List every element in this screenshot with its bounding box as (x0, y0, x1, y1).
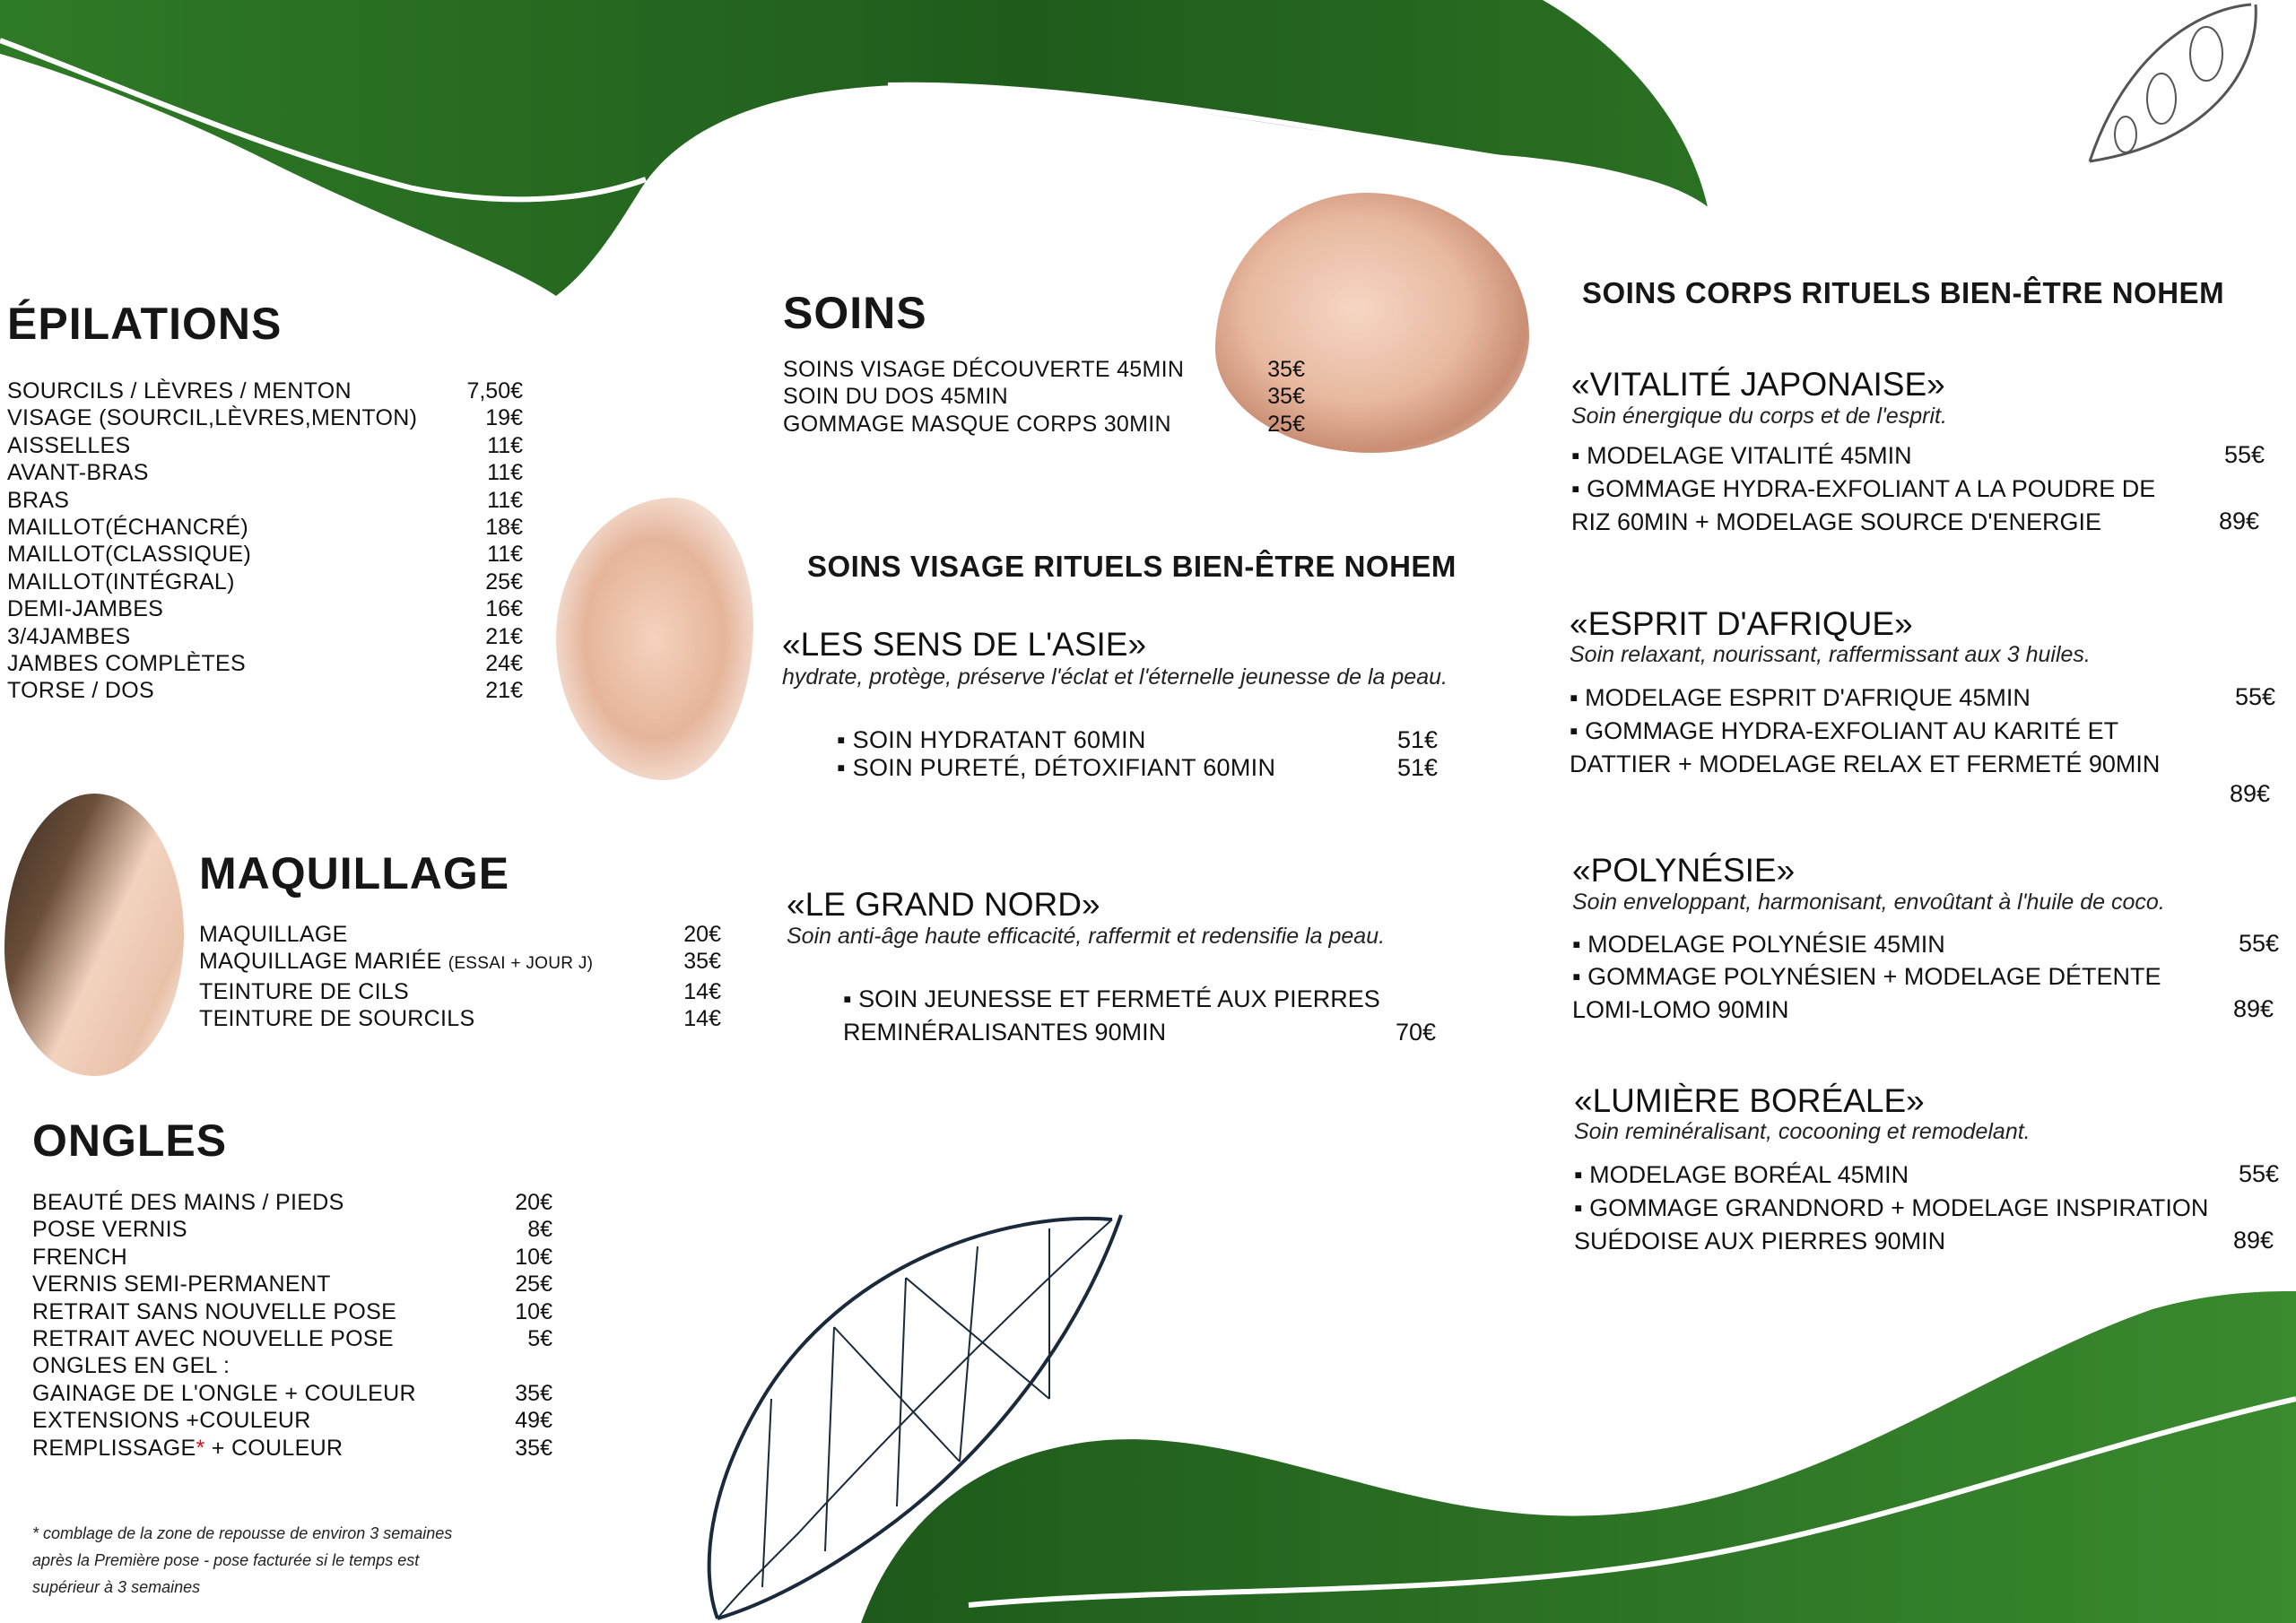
list-item: MAILLOT(INTÉGRAL) 25€ (7, 568, 523, 595)
nord-price: 70€ (1396, 1019, 1437, 1046)
list-item: REMPLISSAGE* + COULEUR 35€ (32, 1435, 552, 1461)
polynesie-line-3: LOMI-LOMO 90MIN (1572, 996, 1789, 1023)
list-item: SOIN DU DOS 45MIN 35€ (783, 384, 1305, 410)
list-item: 3/4JAMBES 21€ (7, 623, 523, 649)
afrique-line-2: ▪ GOMMAGE HYDRA-EXFOLIANT AU KARITÉ ET (1570, 717, 2119, 744)
boreale-line-3: SUÉDOISE AUX PIERRES 90MIN (1574, 1228, 1946, 1254)
list-item: GOMMAGE MASQUE CORPS 30MIN 25€ (783, 411, 1305, 437)
japon-line-1: ▪ MODELAGE VITALITÉ 45MIN (1571, 442, 1912, 469)
list-item: VISAGE (SOURCIL,LÈVRES,MENTON) 19€ (7, 405, 523, 431)
list-item: BRAS 11€ (7, 487, 523, 513)
list-item: MAILLOT(CLASSIQUE) 11€ (7, 542, 523, 568)
afrique-price-1: 55€ (2235, 683, 2276, 710)
boreale-desc: Soin reminéralisant, cocooning et remodelant. (1574, 1119, 2031, 1144)
soins-visage-rituels-title: SOINS VISAGE RITUELS BIEN-ÊTRE NOHEM (807, 550, 1457, 583)
polynesie-desc: Soin enveloppant, harmonisant, envoûtant à l'huile de coco. (1572, 890, 2165, 915)
list-item: TEINTURE DE CILS 14€ (199, 978, 721, 1004)
nord-title: «LE GRAND NORD» (787, 886, 1100, 923)
list-item: ONGLES EN GEL : (32, 1353, 230, 1379)
leaf-outline-icon (664, 1193, 1166, 1623)
list-item: MAILLOT(ÉCHANCRÉ) 18€ (7, 515, 523, 541)
nord-desc: Soin anti-âge haute efficacité, raffermit et redensifie la peau. (787, 924, 1386, 949)
list-item: AISSELLES 11€ (7, 432, 523, 458)
list-item: SOINS VISAGE DÉCOUVERTE 45MIN 35€ (783, 357, 1305, 382)
polynesie-price-2: 89€ (2233, 995, 2274, 1022)
maquillage-list (199, 921, 721, 1033)
japon-title: «VITALITÉ JAPONAISE» (1571, 366, 1945, 403)
japon-line-2: ▪ GOMMAGE HYDRA-EXFOLIANT A LA POUDRE DE (1571, 475, 2156, 502)
asie-title: «LES SENS DE L'ASIE» (782, 626, 1147, 663)
list-item: EXTENSIONS +COULEUR 49€ (32, 1408, 552, 1434)
list-item: AVANT-BRAS 11€ (7, 460, 523, 486)
leaf-outline-small-icon (2072, 0, 2269, 170)
list-item: MAQUILLAGE MARIÉE (ESSAI + JOUR J) 35€ (199, 949, 721, 975)
boreale-title: «LUMIÈRE BORÉALE» (1574, 1082, 1925, 1119)
polynesie-line-2: ▪ GOMMAGE POLYNÉSIEN + MODELAGE DÉTENTE (1572, 963, 2161, 990)
list-item: RETRAIT SANS NOUVELLE POSE 10€ (32, 1298, 552, 1324)
list-item: ▪ SOIN HYDRATANT 60MIN 51€ (837, 726, 1438, 753)
polynesie-price-1: 55€ (2239, 930, 2280, 957)
polynesie-title: «POLYNÉSIE» (1572, 852, 1796, 889)
ongles-footnote: * comblage de la zone de repousse de environ 3 semaines après la Première pose - pose facturée si le temps est supérieur à 3 semaines (32, 1524, 453, 1596)
ongles-title: ONGLES (32, 1115, 228, 1166)
boreale-line-2: ▪ GOMMAGE GRANDNORD + MODELAGE INSPIRATION (1574, 1194, 2209, 1221)
makeup-brush-photo (4, 794, 184, 1076)
japon-price-2: 89€ (2219, 508, 2260, 534)
japon-desc: Soin énergique du corps et de l'esprit. (1571, 404, 1947, 429)
asie-desc: hydrate, protège, préserve l'éclat et l'éternelle jeunesse de la peau. (782, 664, 1448, 690)
epilations-title: ÉPILATIONS (7, 299, 283, 349)
list-item: JAMBES COMPLÈTES 24€ (7, 651, 523, 677)
soins-corps-rituels-title: SOINS CORPS RITUELS BIEN-ÊTRE NOHEM (1582, 276, 2225, 309)
list-item: TORSE / DOS 21€ (7, 678, 523, 704)
list-item: MAQUILLAGE 20€ (199, 922, 721, 947)
boreale-line-1: ▪ MODELAGE BORÉAL 45MIN (1574, 1161, 1909, 1188)
list-item: RETRAIT AVEC NOUVELLE POSE 5€ (32, 1326, 552, 1352)
afrique-line-1: ▪ MODELAGE ESPRIT D'AFRIQUE 45MIN (1570, 684, 2031, 711)
list-item: POSE VERNIS 8€ (32, 1217, 552, 1243)
boreale-price-2: 89€ (2233, 1227, 2274, 1254)
list-item: DEMI-JAMBES 16€ (7, 596, 523, 622)
afrique-desc: Soin relaxant, nourissant, raffermissant aux 3 huiles. (1570, 642, 2091, 667)
list-item: ▪ SOIN PURETÉ, DÉTOXIFIANT 60MIN 51€ (837, 754, 1438, 781)
list-item: SOURCILS / LÈVRES / MENTON 7,50€ (7, 378, 523, 404)
list-item: TEINTURE DE SOURCILS 14€ (199, 1006, 721, 1032)
nord-line-1: ▪ SOIN JEUNESSE ET FERMETÉ AUX PIERRES (843, 985, 1380, 1012)
epilations-list (7, 378, 523, 705)
afrique-title: «ESPRIT D'AFRIQUE» (1570, 605, 1913, 642)
asie-list (837, 726, 1438, 782)
soins-title: SOINS (783, 288, 927, 338)
ongles-list (32, 1189, 552, 1462)
soins-list (783, 356, 1305, 438)
afrique-line-3: DATTIER + MODELAGE RELAX ET FERMETÉ 90MIN (1570, 751, 2161, 777)
nord-line-2: REMINÉRALISANTES 90MIN (843, 1019, 1167, 1046)
maquillage-title: MAQUILLAGE (199, 848, 510, 898)
list-item: GAINAGE DE L'ONGLE + COULEUR 35€ (32, 1380, 552, 1406)
list-item: BEAUTÉ DES MAINS / PIEDS 20€ (32, 1190, 552, 1215)
japon-line-3: RIZ 60MIN + MODELAGE SOURCE D'ENERGIE (1571, 508, 2102, 535)
boreale-price-1: 55€ (2239, 1160, 2280, 1187)
polynesie-line-1: ▪ MODELAGE POLYNÉSIE 45MIN (1572, 931, 1945, 958)
list-item: FRENCH 10€ (32, 1244, 552, 1270)
japon-price-1: 55€ (2224, 441, 2266, 468)
list-item: VERNIS SEMI-PERMANENT 25€ (32, 1271, 552, 1298)
afrique-price-2: 89€ (2230, 780, 2271, 807)
